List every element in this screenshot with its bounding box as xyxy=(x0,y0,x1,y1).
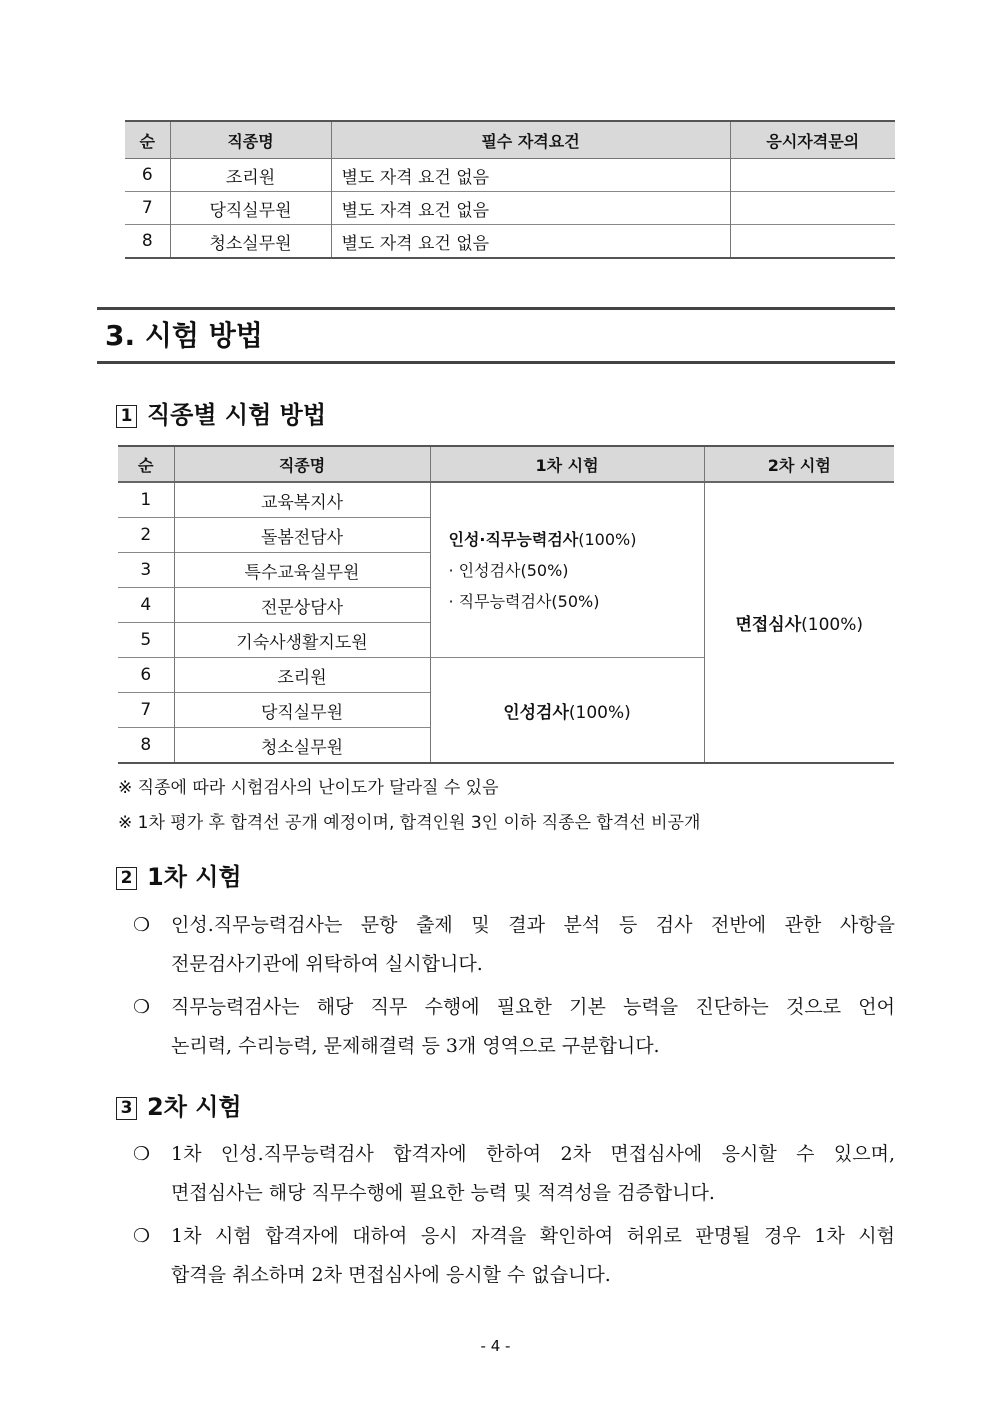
section-title: 3. 시험 방법 xyxy=(105,319,263,352)
inquiry xyxy=(730,225,895,259)
row-number: 2 xyxy=(118,518,174,553)
section-rule-bottom xyxy=(97,361,895,364)
bullet-line: 1차 시험 합격자에 대하여 응시 자격을 확인하여 허위로 판명될 경우 1차 시험 xyxy=(171,1225,895,1247)
bullet-paragraph xyxy=(133,1135,895,1213)
table-row xyxy=(125,192,895,225)
column-header: 2차 시험 xyxy=(704,446,894,482)
subsection-1-heading xyxy=(116,395,326,430)
inquiry xyxy=(730,159,895,192)
subsection-title: 2차 시험 xyxy=(147,1093,242,1121)
row-number: 6 xyxy=(125,159,170,192)
bullet-circle-icon: ❍ xyxy=(133,996,151,1018)
row-number: 7 xyxy=(118,693,174,728)
second-exam: 면접심사(100%) xyxy=(704,482,894,763)
first-exam-detail: · 인성검사(50%) xyxy=(448,560,569,580)
bullet-line: 1차 인성.직무능력검사 합격자에 한하여 2차 면접심사에 응시할 수 있으며, xyxy=(171,1143,895,1165)
bullet-line: 직무능력검사는 해당 직무 수행에 필요한 기본 능력을 진단하는 것으로 언어 xyxy=(171,996,895,1018)
subsection-3-heading xyxy=(116,1087,242,1122)
requirement: 별도 자격 요건 없음 xyxy=(331,225,730,259)
bullet-paragraph xyxy=(133,988,895,1066)
column-header: 순 xyxy=(125,121,170,159)
bullet-circle-icon: ❍ xyxy=(133,1225,151,1247)
row-number: 3 xyxy=(118,553,174,588)
row-number: 8 xyxy=(118,728,174,764)
first-exam-detail: · 직무능력검사(50%) xyxy=(448,591,600,611)
bullet-line: 인성.직무능력검사는 문항 출제 및 결과 분석 등 검사 전반에 관한 사항을 xyxy=(171,914,895,936)
bullet-line: 합격을 취소하며 2차 면접심사에 응시할 수 없습니다. xyxy=(171,1264,611,1286)
row-number: 5 xyxy=(118,623,174,658)
first-exam-main: 인성·직무능력검사(100%) xyxy=(448,529,637,549)
boxed-number: 3 xyxy=(116,1097,137,1120)
requirement: 별도 자격 요건 없음 xyxy=(331,159,730,192)
bullet-paragraph xyxy=(133,1217,895,1295)
job-name: 청소실무원 xyxy=(170,225,331,259)
first-exam-group-2: 인성검사(100%) xyxy=(430,658,704,764)
bullet-circle-icon: ❍ xyxy=(133,1143,151,1165)
bullet-line: 면접심사는 해당 직무수행에 필요한 능력 및 적격성을 검증합니다. xyxy=(171,1182,715,1204)
job-name: 당직실무원 xyxy=(174,693,430,728)
subsection-title: 직종별 시험 방법 xyxy=(147,401,326,429)
column-header: 1차 시험 xyxy=(430,446,704,482)
table-header-row xyxy=(125,121,895,159)
table-row xyxy=(118,482,894,518)
row-number: 7 xyxy=(125,192,170,225)
boxed-number: 1 xyxy=(116,405,137,428)
bullet-circle-icon: ❍ xyxy=(133,914,151,936)
qualification-table xyxy=(125,120,895,259)
job-name: 전문상담사 xyxy=(174,588,430,623)
row-number: 6 xyxy=(118,658,174,693)
subsection-2-heading xyxy=(116,857,242,892)
note: ※ 직종에 따라 시험검사의 난이도가 달라질 수 있음 xyxy=(118,778,499,798)
requirement: 별도 자격 요건 없음 xyxy=(331,192,730,225)
inquiry xyxy=(730,192,895,225)
table-row xyxy=(125,159,895,192)
job-name: 특수교육실무원 xyxy=(174,553,430,588)
column-header: 직종명 xyxy=(170,121,331,159)
column-header: 순 xyxy=(118,446,174,482)
column-header: 필수 자격요건 xyxy=(331,121,730,159)
note: ※ 1차 평가 후 합격선 공개 예정이며, 합격인원 3인 이하 직종은 합격선 비공개 xyxy=(118,813,701,833)
job-name: 조리원 xyxy=(170,159,331,192)
job-name: 조리원 xyxy=(174,658,430,693)
bullet-line: 논리력, 수리능력, 문제해결력 등 3개 영역으로 구분합니다. xyxy=(171,1035,660,1057)
exam-method-table xyxy=(118,445,894,764)
table-row xyxy=(125,225,895,259)
boxed-number: 2 xyxy=(116,867,137,890)
bullet-paragraph xyxy=(133,906,895,984)
job-name: 당직실무원 xyxy=(170,192,331,225)
table-header-row xyxy=(118,446,894,482)
job-name: 청소실무원 xyxy=(174,728,430,764)
job-name: 기숙사생활지도원 xyxy=(174,623,430,658)
column-header: 응시자격문의 xyxy=(730,121,895,159)
section-rule-top xyxy=(97,307,895,310)
bullet-line: 전문검사기관에 위탁하여 실시합니다. xyxy=(171,953,483,975)
job-name: 돌봄전담사 xyxy=(174,518,430,553)
first-exam-group-1 xyxy=(430,482,704,658)
column-header: 직종명 xyxy=(174,446,430,482)
row-number: 8 xyxy=(125,225,170,259)
page-number: - 4 - xyxy=(480,1337,511,1355)
subsection-title: 1차 시험 xyxy=(147,863,242,891)
row-number: 1 xyxy=(118,482,174,518)
job-name: 교육복지사 xyxy=(174,482,430,518)
row-number: 4 xyxy=(118,588,174,623)
